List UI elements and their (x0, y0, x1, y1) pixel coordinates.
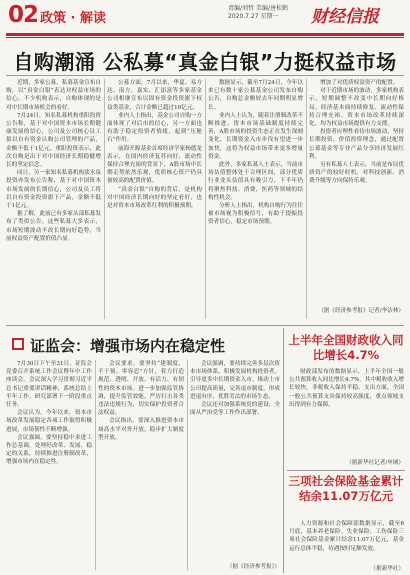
column-divider (187, 360, 188, 570)
article1-byline: （据《经济参考报》记者/李洁林） (318, 308, 404, 314)
column-divider (306, 79, 307, 319)
column-divider (104, 79, 105, 319)
section-title: 政策 · 解读 (40, 11, 106, 26)
paragraph: 投资者应理性看待市场波动，坚持长期投资、价值投资理念，通过配置公募基金等专业产品分享经济发展红利。 (309, 129, 404, 160)
newspaper-logo: 财经信报 (311, 7, 379, 27)
article2-column-2 (98, 360, 184, 570)
headline-marker-icon (12, 338, 24, 350)
paragraph: 同日，另一家知名私募机构淡水泉投资亦发布公告称，基于对中国资本市场发展的长期信心，公司及员工将以自有资金投资旗下产品，金额不低于1亿元。 (6, 170, 101, 210)
article1-column-1 (6, 79, 101, 315)
article2-column-1 (6, 360, 92, 570)
column-divider (205, 79, 206, 319)
page-number: 02 (8, 2, 39, 28)
header-rule-thin (6, 37, 404, 38)
article1-headline: 自购潮涌 公私募“真金白银”力挺权益市场 (13, 50, 397, 74)
paragraph: 7月30日下午至31日，证监会党委召开系统工作会议暨年中工作座谈会。会议深入学习贯彻习近平总书记重要讲话精神，系统总结上半年工作，研究部署下一阶段重点任务。 (6, 361, 92, 409)
header-meta (228, 5, 288, 21)
paragraph: 业内人士指出，基金公司自购一方面体现了对后市的信心，另一方面也有助于稳定投资者情绪，起到“压舱石”作用。 (107, 112, 202, 144)
side1-body (289, 368, 404, 456)
side2-headline: 三项社会保险基金累计结余11.07万亿元 (288, 474, 404, 503)
paragraph: 会议还对加强系统党的建设、全面从严治党等工作作出部署。 (190, 402, 280, 417)
header-rule (6, 33, 404, 36)
article1-column-2 (107, 79, 202, 315)
article2-byline: （据《经济参考报》） (226, 564, 280, 570)
paragraph: 分析人士指出，机构自购行为往往被市场视为积极信号，有助于提振投资者信心，稳定市场预期。 (208, 203, 303, 226)
article1-column-4 (309, 79, 404, 301)
paragraph: 另有私募人士表示，当前是布局优质资产的较好时机，对科技创新、消费升级等方向保持乐观。 (309, 162, 404, 185)
column-divider (95, 360, 96, 570)
editor-line: 责编/刘哲 美编/唐松鹤 (228, 5, 288, 12)
side2-byline: （据新华社） (370, 566, 404, 572)
date-line: 2020.7.27 星期一 (228, 13, 279, 20)
paragraph: 财政部发布的数据显示，上半年全国一般公共预算收入同比增长4.7%，其中税收收入增长较快，非税收入保持平稳。支出方面，全国一般公共预算支出保持较高强度，重点领域支出得到有力保障。 (289, 369, 404, 408)
paragraph: 前海开源基金首席经济学家杨德龙表示，在国内经济复苏向好、流动性保持合理充裕的背景下，A股市场中长期走势依然乐观，优质核心资产仍具备较高的配置价值。 (107, 145, 202, 185)
article2-column-3 (190, 360, 280, 558)
paragraph: 近期，多家公募、私募基金宣布自购，以“真金白银”表达对权益市场的信心。不少机构表示，自购体现的是对中长期市场机会的看好。 (6, 80, 101, 111)
paragraph: 会议指出，要深入推进资本市场高水平对外开放，稳步扩大制度型开放。 (98, 418, 184, 441)
paragraph: 会议强调，要持续完善多层次资本市场体系，积极发展机构投资者，引导更多中长期资金入市。推动上市公司提高质量，完善退市制度，形成进退有序、优胜劣汰的市场生态。 (190, 361, 280, 400)
section-separator (6, 325, 404, 326)
paragraph: 会议认为，今年以来，资本市场改革发展稳定各项工作取得积极进展，市场韧性不断增强。 (6, 410, 92, 433)
article1-column-3 (208, 79, 303, 315)
side-separator (287, 470, 405, 471)
paragraph: 业内人士认为，随着注册制改革不断推进、资本市场基础制度持续完善，A股市场的投资生态正在发生深刻变化，长期资金入市步伐有望进一步加快，这将为权益市场带来更多增量资金。 (208, 112, 303, 160)
side2-body (289, 520, 404, 562)
paragraph: 公募方面，7月以来，华夏、易方达、南方、嘉实、汇添富等多家基金公司相继宣布以固有资金投资旗下权益类基金，合计金额已超过10亿元。 (107, 80, 202, 111)
side1-headline: 上半年全国财政收入同比增长4.7% (288, 333, 404, 362)
sidebar-divider (283, 328, 284, 573)
paragraph: 会议强调，要坚持稳中求进工作总基调，处理好改革、发展、稳定的关系，持续推进注册制改革，增强市场内在稳定性。 (6, 434, 92, 466)
side1-byline: （据新华社记者/申铖） (346, 460, 404, 466)
paragraph: 7月24日，知名私募机构重阳投资公告称，基于对中国资本市场长期健康发展的信心，公司及公司核心员工拟以自有资金认购公司管理的产品，金额不低于1亿元。重阳投资表示，此次自购是出于对中国经济长期稳健增长的坚定信念。 (6, 112, 101, 169)
paragraph: 数据显示，截至7月24日，今年以来已有数十家公募基金公司发布自购公告，自购总金额较去年同期明显增长。 (208, 80, 303, 111)
paragraph: 人力资源和社会保障部数据显示，截至6月底，基本养老保险、失业保险、工伤保险三项社会保险基金累计结余11.07万亿元，基金运行总体平稳，待遇按时足额发放。 (289, 521, 404, 552)
paragraph: 增加了对优质权益资产的配置。 (320, 80, 399, 86)
paragraph: 对于近期市场的波动，多家机构表示，短期调整不改变中长期向好格局。经济基本面持续修复、流动性保持合理充裕、资本市场改革持续深化，均为权益市场提供有力支撑。 (309, 88, 404, 128)
paragraph: 此外，多家私募人士表示，当前市场估值整体处于合理区间，部分优质行业龙头估值具有吸引力，下半年仍将聚焦科技、消费、医药等领域的结构性机会。 (208, 162, 303, 201)
paragraph: 据了解，此前已有多家头部私募发布了类似公告。这些私募大多表示，市场短期波动不改长期向好趋势，当前权益资产配置价值凸显。 (6, 211, 101, 242)
headline-rule (6, 75, 404, 76)
article2-headline: 证监会：增强市场内在稳定性 (30, 337, 226, 355)
paragraph: 会议要求，要坚持“建制度、不干预、零容忍”方针，着力打造规范、透明、开放、有活力、有韧性的资本市场。进一步加强监管协调，提升监管效能，严厉打击各类违法违规行为，切实保护投资者合法权益。 (98, 361, 184, 417)
paragraph: “真金白银”自购的背后，是机构对中国经济长期向好的坚定看好，也是对资本市场改革红利的积极预期。 (107, 186, 202, 210)
